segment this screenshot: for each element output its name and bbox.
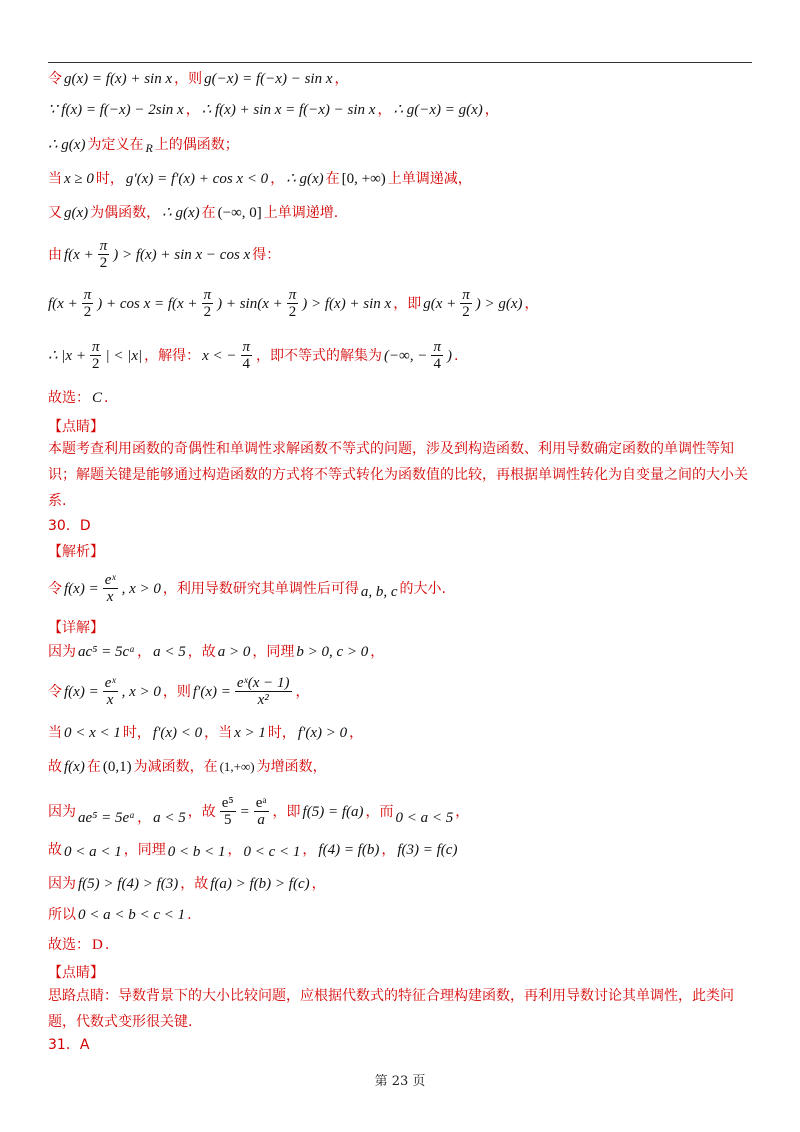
numerator: eˣ(x − 1)	[236, 675, 290, 691]
page-number: 第 23 页	[374, 1074, 426, 1089]
line-7	[48, 287, 539, 320]
math: f(x)	[64, 759, 85, 775]
section-header-analysis: 【解析】	[48, 544, 104, 560]
line-15	[48, 795, 469, 828]
fraction	[254, 795, 269, 828]
denominator: 2	[288, 304, 297, 320]
numerator: eˣ	[104, 675, 116, 691]
text: ，	[185, 102, 200, 118]
math: ) + cos x = f(x +	[97, 295, 198, 312]
math: ∴ f(x) + sin x = f(−x) − sin x	[201, 102, 376, 118]
line-3	[48, 136, 239, 154]
text: 因为	[48, 803, 76, 820]
math: a < 5	[153, 644, 186, 660]
text: ，则	[162, 683, 191, 700]
text: ，解得：	[144, 347, 201, 364]
review-paragraph-2: 思路点睛：导数背景下的大小比较问题，应根据代数式的特征合理构建函数，再利用导数讨论其单调性，此类问题，代数式变形很关键.	[48, 988, 734, 1030]
denominator: 4	[433, 356, 441, 372]
text: 故	[48, 759, 62, 775]
text: 令	[48, 683, 62, 700]
math: , x > 0	[121, 580, 161, 597]
text: 所以	[48, 907, 76, 923]
text: ，	[370, 644, 385, 660]
fraction	[202, 287, 214, 320]
text: ，	[302, 842, 317, 858]
text: ，则	[174, 71, 203, 87]
numerator: eˣ	[104, 572, 116, 588]
header-rule	[48, 62, 752, 63]
math: ac⁵ = 5cᵃ	[78, 644, 136, 660]
question-31-answer: 31．A	[48, 1037, 90, 1053]
math: ) + sin(x +	[217, 295, 283, 312]
numerator: π	[242, 339, 251, 355]
denominator: 4	[242, 356, 251, 372]
math: ) > f(x) + sin x	[302, 295, 392, 312]
text: ，	[270, 171, 285, 187]
text: 在	[201, 205, 216, 221]
math: 0 < c < 1	[243, 844, 301, 860]
line-14	[48, 758, 327, 776]
text: ，同理	[252, 644, 295, 660]
denominator: 2	[99, 255, 108, 271]
math: 0 < a < 5	[395, 809, 454, 826]
math: R	[145, 141, 153, 155]
text: 令	[48, 71, 62, 87]
fraction	[235, 675, 292, 708]
line-13	[48, 724, 363, 742]
text: 故	[48, 842, 62, 858]
line-4	[48, 170, 472, 188]
text: .	[454, 347, 459, 364]
text: ，即	[393, 295, 422, 312]
math: a < 5	[153, 809, 186, 826]
math: ∴ g(x)	[162, 205, 200, 221]
denominator: 2	[203, 304, 212, 320]
text: 为偶函数，	[90, 205, 161, 221]
text: ，	[137, 644, 152, 660]
line-18	[48, 906, 192, 924]
fraction	[90, 339, 102, 372]
fraction	[431, 339, 443, 372]
text: 又	[48, 205, 62, 221]
math: | < |x|	[105, 347, 143, 364]
math: x ≥ 0	[64, 171, 94, 187]
numerator: eᵃ	[255, 795, 267, 811]
text: 时，	[267, 725, 296, 741]
text: 为增函数，	[256, 759, 327, 775]
text: ，利用导数研究其单调性后可得	[162, 580, 359, 597]
text: 得：	[252, 246, 281, 263]
text: 因为	[48, 876, 76, 892]
numerator: π	[433, 339, 441, 355]
text: ，同理	[123, 842, 166, 858]
math: b > 0, c > 0	[296, 644, 369, 660]
fraction	[460, 287, 472, 320]
text: 当	[48, 725, 62, 741]
text: ，	[484, 102, 499, 118]
fraction	[82, 287, 94, 320]
denominator: x	[106, 589, 114, 605]
math: [0, +∞)	[341, 171, 386, 187]
text: ，	[334, 71, 349, 87]
text: ，	[455, 803, 470, 820]
denominator: 2	[462, 304, 470, 320]
line-9	[48, 389, 108, 407]
text: ，	[227, 842, 242, 858]
text: .	[187, 907, 192, 923]
text: ，故	[187, 644, 216, 660]
math: f(x +	[64, 246, 94, 263]
math: ∴ g(−x) = g(x)	[393, 102, 483, 118]
math: g′(x) = f′(x) + cos x < 0	[125, 171, 269, 187]
text: 上的偶函数；	[154, 137, 239, 153]
math: 0 < a < b < c < 1	[78, 907, 186, 923]
text: 为减函数，在	[133, 759, 218, 775]
text: ，	[349, 725, 364, 741]
math: =	[239, 803, 250, 820]
math: f(5) > f(4) > f(3)	[78, 876, 179, 892]
line-5	[48, 204, 338, 222]
math: g(x) = f(x) + sin x	[64, 71, 173, 87]
fraction	[241, 339, 253, 372]
line-17	[48, 875, 326, 893]
fraction	[287, 287, 299, 320]
text: 当	[48, 171, 62, 187]
text: ，	[377, 102, 392, 118]
numerator: π	[83, 287, 92, 303]
math: g(x +	[423, 295, 457, 312]
math: f(5) = f(a)	[302, 803, 364, 820]
math: f(a) > f(b) > f(c)	[210, 876, 310, 892]
math: f′(x) < 0	[152, 725, 203, 741]
line-19	[48, 936, 109, 954]
math: f(3) = f(c)	[397, 842, 458, 858]
text: .	[104, 937, 110, 953]
math: ∵ f(x) = f(−x) − 2sin x	[48, 102, 184, 118]
review-paragraph: 本题考查利用函数的奇偶性和单调性求解函数不等式的问题，涉及到构造函数、利用导数确定函数的单调性等知识；解题关键是能够通过构造函数的方式将不等式转化为函数值的比较，再根据单调性转化为自变量之间的大小关系.	[48, 441, 748, 509]
math: a > 0	[217, 644, 251, 660]
numerator: e⁵	[221, 795, 234, 811]
denominator: 5	[223, 812, 232, 828]
math: f(4) = f(b)	[318, 842, 380, 858]
text: 时，	[95, 171, 124, 187]
math: f(x) =	[64, 580, 99, 597]
text: 由	[48, 246, 62, 263]
line-16	[48, 841, 457, 859]
text: 上单调递减，	[387, 171, 472, 187]
math: ∴ g(x)	[48, 137, 86, 153]
text: ，故	[180, 876, 209, 892]
fraction	[98, 238, 110, 271]
math: (−∞, 0]	[217, 205, 262, 221]
section-header-review-2: 【点睛】	[48, 965, 104, 981]
math: 0 < a < 1	[64, 844, 122, 860]
math: (0,1)	[102, 759, 132, 775]
line-2	[48, 101, 499, 119]
text: 令	[48, 580, 62, 597]
text: .	[104, 390, 109, 406]
math: f′(x) =	[192, 683, 231, 700]
question-30-answer: 30．D	[48, 518, 91, 534]
text: ，而	[365, 803, 394, 820]
text: ，	[381, 842, 396, 858]
math: D	[92, 937, 103, 953]
fraction	[103, 675, 118, 708]
text: ，	[295, 683, 310, 700]
text: ，即	[272, 803, 301, 820]
math: ) > g(x)	[475, 295, 523, 312]
text: ，故	[187, 803, 216, 820]
section-header-review: 【点睛】	[48, 419, 104, 435]
denominator: 2	[91, 356, 100, 372]
denominator: a	[257, 812, 265, 828]
numerator: π	[288, 287, 297, 303]
line-1	[48, 70, 349, 88]
denominator: x²	[257, 692, 269, 708]
line-11	[48, 643, 384, 661]
line-10	[48, 572, 446, 605]
math: ∴ g(x)	[286, 171, 324, 187]
numerator: π	[462, 287, 470, 303]
math: ∴ |x +	[48, 347, 86, 364]
text: 因为	[48, 644, 76, 660]
math: ae⁵ = 5eᵃ	[78, 809, 136, 826]
math: g(x)	[64, 205, 89, 221]
section-header-detail: 【详解】	[48, 620, 104, 636]
line-12	[48, 675, 310, 708]
fraction	[103, 572, 118, 605]
math: )	[447, 347, 452, 364]
text: 上单调递增.	[263, 205, 339, 221]
fraction	[220, 795, 236, 828]
numerator: π	[91, 339, 100, 355]
math: g(−x) = f(−x) − sin x	[204, 71, 333, 87]
numerator: π	[99, 238, 108, 254]
text: 在	[325, 171, 340, 187]
text: 时，	[122, 725, 151, 741]
math: C	[92, 390, 103, 406]
text: 故选：	[48, 937, 90, 953]
math: 0 < b < 1	[167, 844, 226, 860]
denominator: 2	[83, 304, 92, 320]
text: 的大小.	[399, 580, 446, 597]
numerator: π	[203, 287, 212, 303]
math: 0 < x < 1	[64, 725, 121, 741]
math: f(x +	[48, 295, 78, 312]
math: f(x) =	[64, 683, 99, 700]
text: ，当	[204, 725, 233, 741]
math: ) > f(x) + sin x − cos x	[113, 246, 251, 263]
math: (−∞, −	[384, 347, 428, 364]
text: ，	[137, 809, 152, 826]
text: ，即不等式的解集为	[256, 347, 383, 364]
text: ，	[311, 876, 326, 892]
text: ，	[524, 295, 539, 312]
math: x > 1	[234, 725, 266, 741]
text: 为定义在	[87, 137, 144, 153]
text: 在	[86, 759, 101, 775]
denominator: x	[106, 692, 114, 708]
text: 故选：	[48, 390, 90, 406]
line-6	[48, 238, 280, 271]
math: (1,+∞)	[219, 759, 255, 774]
math: x < −	[202, 347, 237, 364]
line-8	[48, 339, 458, 372]
math: a, b, c	[360, 583, 398, 600]
math: , x > 0	[121, 683, 161, 700]
math: f′(x) > 0	[297, 725, 348, 741]
